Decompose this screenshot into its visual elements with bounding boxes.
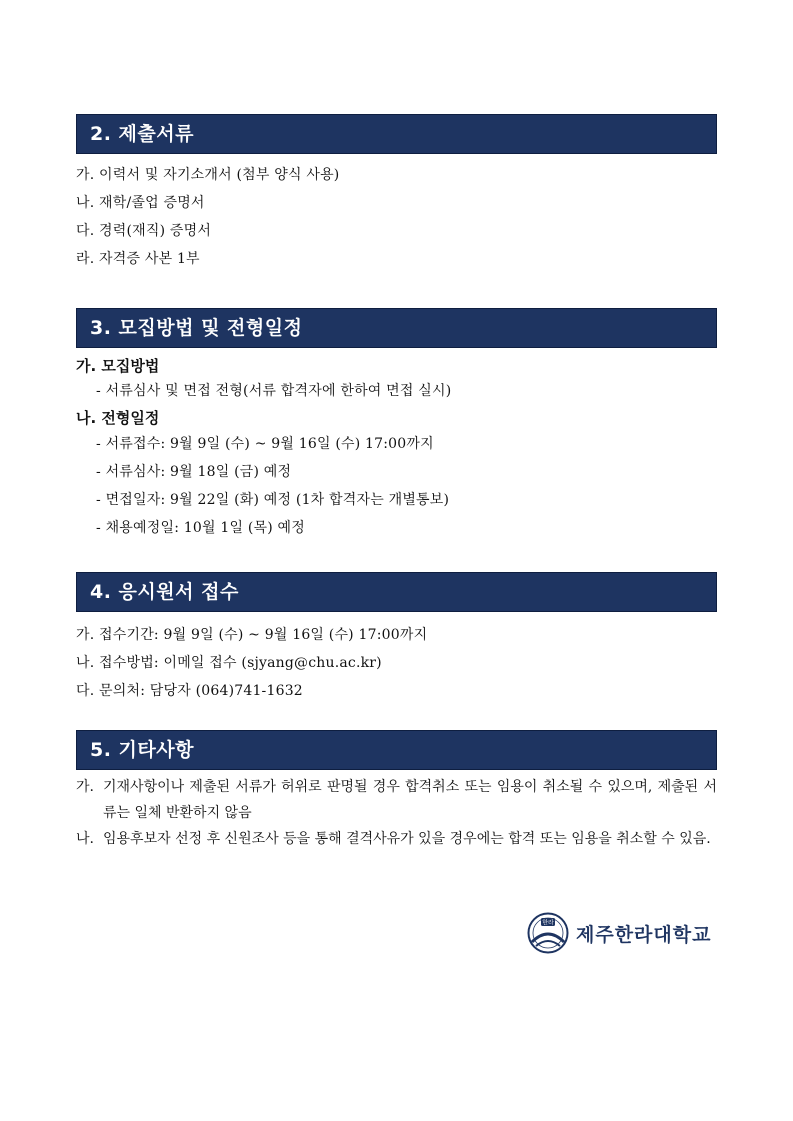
sec3-method-item: - 서류심사 및 면접 전형(서류 합격자에 한하여 면접 실시) — [96, 383, 452, 399]
section-2-header: 2. 제출서류 — [76, 114, 717, 154]
sec3-schedule-item-2: - 서류심사: 9월 18일 (금) 예정 — [96, 464, 292, 480]
sec5-note-2-text: 임용후보자 선정 후 신원조사 등을 통해 결격사유가 있을 경우에는 합격 또는 임용을 취소할 수 있음. — [103, 831, 711, 847]
university-name: 제주한라대학교 — [576, 923, 712, 946]
sec4-item-2: 나. 접수방법: 이메일 접수 (sjyang@chu.ac.kr) — [76, 655, 382, 671]
university-emblem-icon — [526, 912, 570, 954]
sec3-subheading-schedule: 나. 전형일정 — [76, 409, 160, 427]
sec3-subheading-recruit-method: 가. 모집방법 — [76, 357, 160, 375]
sec4-item-1: 가. 접수기간: 9월 9일 (수) ~ 9월 16일 (수) 17:00까지 — [76, 627, 428, 643]
sec2-item-1: 가. 이력서 및 자기소개서 (첨부 양식 사용) — [76, 167, 340, 183]
sec2-item-3: 다. 경력(재직) 증명서 — [76, 223, 212, 239]
sec4-item-3: 다. 문의처: 담당자 (064)741-1632 — [76, 683, 303, 699]
sec5-note-1 — [76, 774, 717, 826]
sec2-item-2: 나. 재학/졸업 증명서 — [76, 195, 205, 211]
sec5-note-1-mark: 가. — [76, 779, 94, 795]
sec3-schedule-item-3: - 면접일자: 9월 22일 (화) 예정 (1차 합격자는 개별통보) — [96, 492, 450, 508]
university-logo — [526, 912, 711, 954]
sec5-notes — [76, 774, 717, 852]
sec3-schedule-item-4: - 채용예정일: 10월 1일 (목) 예정 — [96, 520, 305, 536]
section-3-header: 3. 모집방법 및 전형일정 — [76, 308, 717, 348]
sec3-schedule-item-1: - 서류접수: 9월 9일 (수) ~ 9월 16일 (수) 17:00까지 — [96, 436, 434, 452]
section-4-header: 4. 응시원서 접수 — [76, 572, 717, 612]
sec5-note-2 — [76, 826, 717, 852]
emblem-label: 한라 — [542, 919, 554, 927]
sec5-note-2-mark: 나. — [76, 831, 94, 847]
sec5-note-1-text: 기재사항이나 제출된 서류가 허위로 판명될 경우 합격취소 또는 임용이 취소될 수 있으며, 제출된 서류는 일체 반환하지 않음 — [103, 779, 717, 821]
sec2-item-4: 라. 자격증 사본 1부 — [76, 251, 200, 267]
section-5-header: 5. 기타사항 — [76, 730, 717, 770]
